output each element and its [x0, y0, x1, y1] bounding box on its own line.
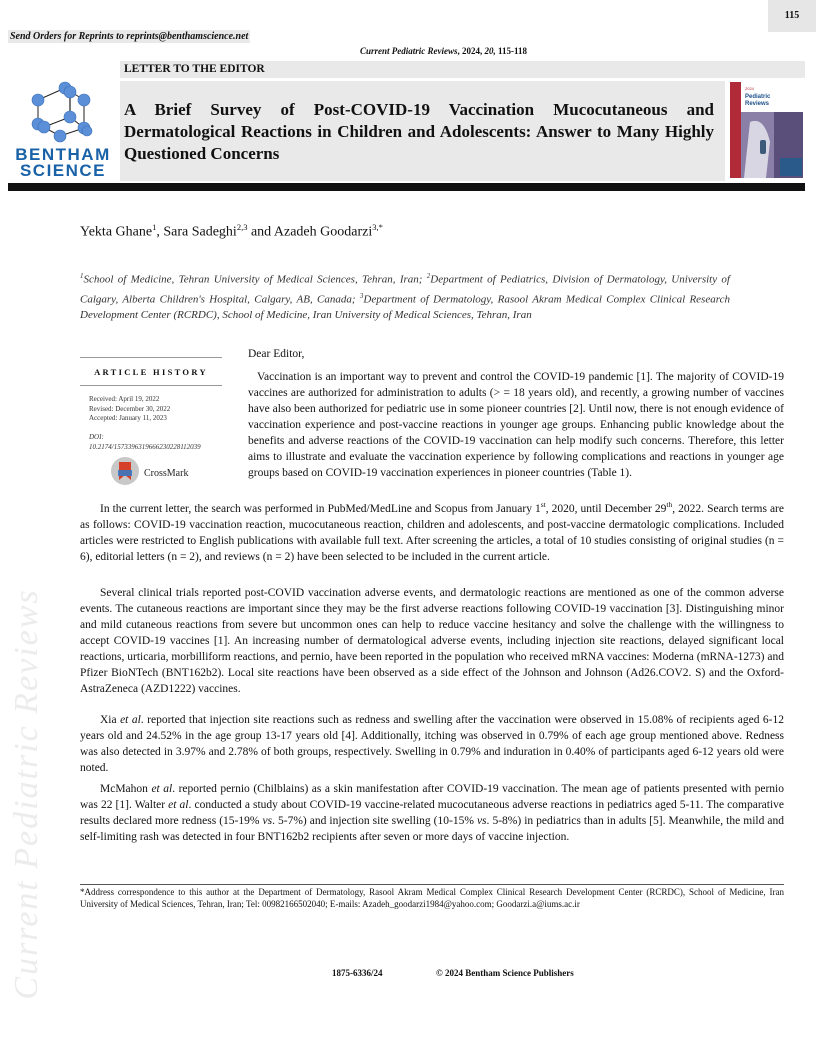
- logo-line-science: SCIENCE: [19, 161, 107, 180]
- paragraph-text: , 2022. Search terms are as follows: COVID-19 vaccination reaction, mucocutaneous reaction, children and adolescents, and post-vaccine dermatologic complications. Included articles were restricted to English publications with available full text. After screening the articles, a total of 10 studies consisting of original studies (n = 6), editorial letters (n = 2), and reviews (n = 2) have been selected to be included in the current article.: [80, 502, 784, 563]
- footnote-rule: [80, 884, 784, 885]
- publisher-logo-text: [12, 147, 114, 179]
- author-name[interactable]: Sara Sadeghi: [163, 224, 237, 240]
- author-affiliation-sup: 3,*: [372, 222, 383, 232]
- affiliation-text: School of Medicine, Tehran University of Medical Sciences, Tehran, Iran;: [83, 273, 427, 286]
- paragraph-text: . reported that injection site reactions such as redness and swelling after the vaccination were observed in 15.08% of recipients aged 6-12 years old and 24.52% in the age group 13-17 years old [4]. Additionally, itching was observed in 0.79% of each age group mentioned above. Redness was also detected in 3.97% and 2.78% of both groups, respectively. Swelling in 0.79% and induration in 0.40% of participants aged 6-12 years old were noted.: [80, 714, 784, 774]
- article-history-heading: ARTICLE HISTORY: [94, 367, 208, 377]
- journal-year: 2024,: [462, 46, 483, 56]
- copyright: © 2024 Bentham Science Publishers: [436, 968, 574, 978]
- et-al: et al: [120, 714, 141, 726]
- crossmark-icon: [110, 456, 140, 491]
- paragraph-text: In the current letter, the search was performed in PubMed/MedLine and Scopus from January 1: [100, 502, 541, 515]
- svg-text:Reviews: Reviews: [745, 101, 770, 107]
- reprints-notice[interactable]: Send Orders for Reprints to reprints@benthamscience.net: [10, 31, 249, 42]
- journal-cover-thumbnail[interactable]: [730, 82, 803, 178]
- journal-volume: 20,: [484, 46, 496, 56]
- author-name[interactable]: Azadeh Goodarzi: [273, 224, 373, 240]
- paragraph-text: , 2020, until December 29: [545, 502, 667, 515]
- intro-paragraph: Vaccination is an important way to prevent and control the COVID-19 pandemic [1]. The majority of COVID-19 vaccines are authorized for administration to adults (> = 18 years old), and recently, a growing number of vaccines have also been authorized for pediatric use in some pioneer countries [2]. Until now, there is not enough evidence of vaccination experience and post-vaccine reactions in younger age groups. Enhancing public knowledge about the benefits and adverse reactions of the COVID-19 vaccination can help modify such concerns. Therefore, this letter aims to illustrate and evaluate the vaccination experience by following complications and reactions in younger age groups based on COVID-19 vaccination experiences in pioneer countries (Table 1).: [248, 371, 784, 479]
- author-separator: ,: [156, 224, 164, 240]
- history-dates: [89, 395, 170, 424]
- svg-text:Pediatric: Pediatric: [745, 94, 771, 100]
- doi-label: DOI:: [89, 433, 104, 441]
- paragraph-text: McMahon: [100, 783, 152, 795]
- body-paragraph-clinical-trials: Several clinical trials reported post-COVID vaccination adverse events, and dermatologic reactions are mentioned as one of the common adverse events. The cutaneous reactions are important since they may be the first adverse reactions following COVID-19 vaccination [3]. Distinguishing minor and mild cutaneous reactions from severe but uncommon ones can help to reduce vaccine hesitancy and solve the challenge with the willingness to accept COVID-19 vaccines [1]. An increasing number of dermatological adverse events, including injection site reactions, delayed significant local reactions, urticaria, morbilliform reactions, and pernio, have been reported in the population who received mRNA vaccines: Moderna (mRNA-1273) and Pfizer BioNTech (BNT162b2). Local site reactions have been observed as a side effect of the Johnson and Johnson (Ad26.COV2. S) and the Oxford-AstraZeneca (AZD1222) vaccines.: [80, 587, 784, 695]
- history-bottom-rule: [80, 385, 222, 386]
- article-title: A Brief Survey of Post-COVID-19 Vaccination Mucocutaneous and Dermatological Reactions in Children and Adolescents: Answer to Many Highly Questioned Concerns: [124, 100, 714, 163]
- body-paragraph-search: [80, 497, 784, 565]
- header-divider: [8, 183, 805, 191]
- affiliation-text: Department of Pediatrics, Division of Dermatology, University of Calgary, Alberta Children's Hospital, Calgary, AB, Canada;: [80, 273, 730, 306]
- body-paragraph-xia: [80, 712, 784, 776]
- ordinal-sup: st: [540, 500, 546, 509]
- author-separator: and: [247, 224, 274, 240]
- journal-watermark: Current Pediatric Reviews: [8, 588, 45, 1000]
- correspondence-footnote: *Address correspondence to this author at the Department of Dermatology, Rasool Akram Medical Complex Clinical Research Development Center (RCRDC), School of Medicine, Iran University of Medical Sciences, Tehran, Iran; Tel: 00982166502040; E-mails: Azadeh_goodarzi1984@yahoo.com; Goodarzi.a@iums.ac.ir: [80, 887, 784, 909]
- paragraph-text: Xia: [100, 714, 121, 726]
- doi-link[interactable]: 10.2174/1573396319666230228112039: [89, 442, 201, 451]
- author-list: [80, 222, 383, 241]
- author-affiliation-sup: 2,3: [236, 222, 248, 232]
- affiliations: [80, 268, 730, 323]
- received-date: Received: April 19, 2022: [89, 395, 160, 403]
- body-paragraph-mcmahon: [80, 781, 784, 845]
- crossmark-button[interactable]: [110, 456, 188, 491]
- paragraph-text: . conducted a study about COVID-19 vaccine-related mucocutaneous adverse reactions in pediatrics aged 5-11. The comparative results declared more redness (15-19%: [80, 799, 785, 827]
- revised-date: Revised: December 30, 2022: [89, 404, 171, 413]
- affiliation-sup: 2: [426, 272, 431, 280]
- history-top-rule: [80, 357, 222, 358]
- ordinal-sup: th: [666, 500, 673, 509]
- salutation: Dear Editor,: [248, 348, 305, 360]
- affiliation-sup: 1: [80, 272, 84, 280]
- author-name[interactable]: Yekta Ghane: [80, 224, 153, 240]
- journal-citation: Current Pediatric Reviews, 2024, 20, 115-118: [360, 46, 528, 56]
- doi-block: [89, 433, 201, 452]
- paragraph-text: . 5-8%) in pediatrics than in adults [5]. Meanwhile, the mild and self-limiting rash was detected in four BNT162b2 recipients after seven or more days of vaccine injection.: [80, 815, 784, 843]
- paragraph-text: . 5-7%) and injection site swelling (10-15%: [272, 815, 477, 827]
- et-al: et al: [151, 783, 173, 795]
- versus: vs: [476, 815, 487, 827]
- logo-line-bentham: BENTHAM: [15, 145, 111, 164]
- accepted-date: Accepted: January 11, 2023: [89, 414, 167, 422]
- crossmark-label: CrossMark: [144, 468, 189, 479]
- page-number: 115: [768, 0, 816, 32]
- et-al: et al: [168, 799, 189, 811]
- journal-pages: 115-118: [498, 46, 528, 56]
- affiliation-sup: 3: [359, 291, 364, 300]
- versus: vs: [262, 815, 273, 827]
- svg-text:2024: 2024: [745, 86, 754, 91]
- author-affiliation-sup: 1: [152, 222, 157, 232]
- affiliation-text: Department of Dermatology, Rasool Akram Medical Complex Clinical Research Development Center (RCRDC), School of Medicine, Iran University of Medical Sciences, Tehran, Iran: [80, 293, 730, 322]
- issn: 1875-6336/24: [332, 968, 383, 978]
- paragraph-text: . reported pernio (Chilblains) as a skin manifestation after COVID-19 vaccination. The mean age of patients presented with pernio was 22 [1]. Walter: [80, 783, 784, 811]
- journal-name: Current Pediatric Reviews: [360, 46, 458, 56]
- section-label: LETTER TO THE EDITOR: [120, 61, 805, 78]
